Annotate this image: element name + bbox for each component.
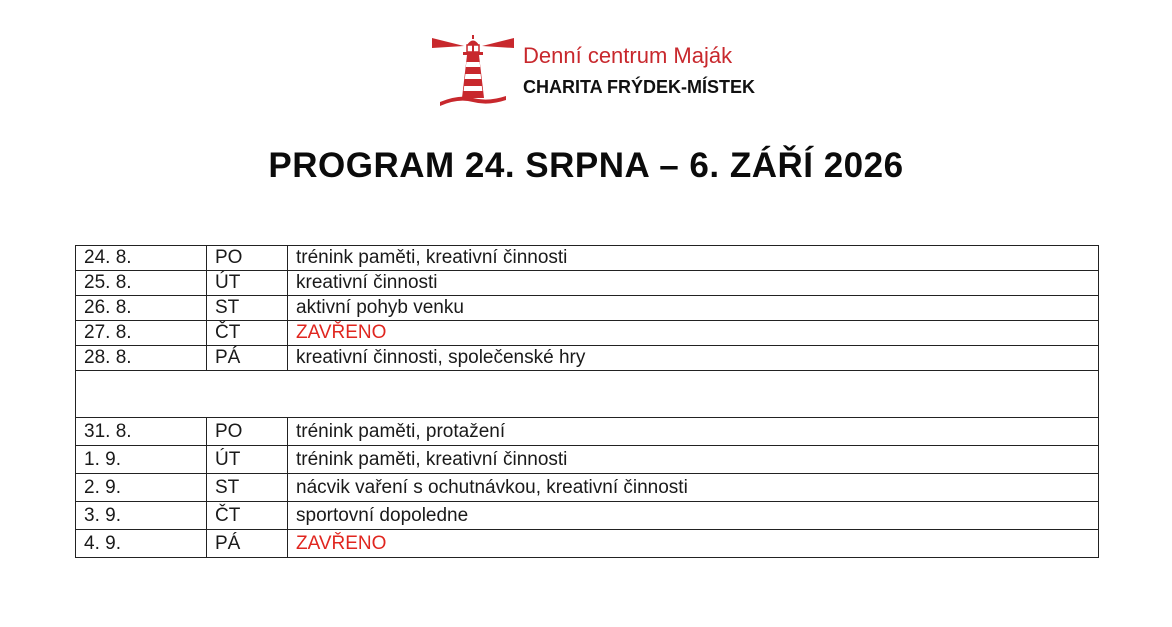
org-subtitle: CHARITA FRÝDEK-MÍSTEK [523, 77, 755, 97]
day-cell: PÁ [207, 346, 288, 371]
table-row [76, 418, 1099, 446]
date-cell: 2. 9. [76, 474, 207, 502]
day-cell: ČT [207, 502, 288, 530]
table-row [76, 530, 1099, 558]
lighthouse-icon [430, 34, 516, 106]
day-cell: PÁ [207, 530, 288, 558]
activity-cell: nácvik vaření s ochutnávkou, kreativní činnosti [288, 474, 1099, 502]
program-table [75, 245, 1099, 558]
date-cell: 1. 9. [76, 446, 207, 474]
table-row [76, 246, 1099, 271]
activity-cell: trénink paměti, kreativní činnosti [288, 446, 1099, 474]
date-cell: 3. 9. [76, 502, 207, 530]
activity-cell: kreativní činnosti [288, 271, 1099, 296]
org-name: Denní centrum Maják [523, 43, 733, 68]
table-row [76, 446, 1099, 474]
date-cell: 4. 9. [76, 530, 207, 558]
date-cell: 25. 8. [76, 271, 207, 296]
date-cell: 24. 8. [76, 246, 207, 271]
table-row [76, 271, 1099, 296]
activity-cell: trénink paměti, protažení [288, 418, 1099, 446]
table-row [76, 346, 1099, 371]
day-cell: ÚT [207, 446, 288, 474]
activity-cell: sportovní dopoledne [288, 502, 1099, 530]
table-row [76, 296, 1099, 321]
date-cell: 27. 8. [76, 321, 207, 346]
table-row [76, 502, 1099, 530]
date-cell: 31. 8. [76, 418, 207, 446]
date-cell: 26. 8. [76, 296, 207, 321]
day-cell: PO [207, 418, 288, 446]
day-cell: ČT [207, 321, 288, 346]
day-cell: PO [207, 246, 288, 271]
day-cell: ST [207, 474, 288, 502]
activity-cell: kreativní činnosti, společenské hry [288, 346, 1099, 371]
table-row [76, 474, 1099, 502]
table-row [76, 321, 1099, 346]
day-cell: ÚT [207, 271, 288, 296]
day-cell: ST [207, 296, 288, 321]
separator-cell [76, 371, 1099, 418]
page-title: PROGRAM 24. SRPNA – 6. ZÁŘÍ 2026 [268, 146, 904, 185]
week-separator-row [76, 371, 1099, 418]
activity-cell: trénink paměti, kreativní činnosti [288, 246, 1099, 271]
closed-activity-cell: ZAVŘENO [288, 530, 1099, 558]
header [430, 34, 790, 106]
activity-cell: aktivní pohyb venku [288, 296, 1099, 321]
closed-activity-cell: ZAVŘENO [288, 321, 1099, 346]
date-cell: 28. 8. [76, 346, 207, 371]
